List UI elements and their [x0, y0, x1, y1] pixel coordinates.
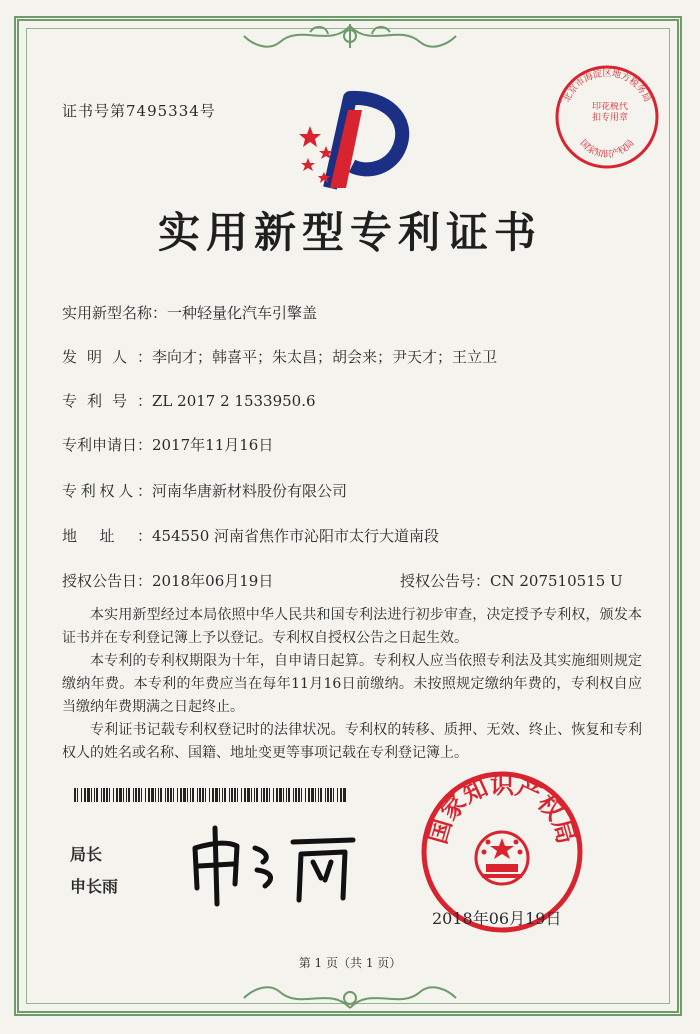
- field-name-value: 一种轻量化汽车引擎盖: [167, 304, 318, 322]
- svg-text:北京市海淀区地方税务局: [560, 67, 652, 104]
- field-patentee-label: 专利权人：: [62, 482, 152, 500]
- body-paragraph-3: 专利证书记载专利权登记时的法律状况。专利权的转移、质押、无效、终止、恢复和专利权人的姓名或名称、国籍、地址变更等事项记载在专利登记簿上。: [62, 722, 642, 761]
- tax-stamp-seal: [552, 62, 662, 172]
- svg-text:国家知识产权局: [423, 770, 581, 847]
- field-filing-date-value: 2017年11月16日: [152, 436, 274, 454]
- field-grant-no-value: CN 207510515 U: [490, 572, 623, 590]
- top-ornament: [240, 18, 460, 58]
- field-patent-no-label: 专利号：: [62, 392, 152, 410]
- field-address-value: 454550 河南省焦作市沁阳市太行大道南段: [152, 527, 440, 545]
- svg-text:国家知识产权局: [578, 138, 637, 160]
- tax-seal-text: 北京市海淀区地方税务局: [562, 69, 652, 104]
- field-patentee-value: 河南华唐新材料股份有限公司: [152, 482, 348, 500]
- signatory-title: 局长: [70, 845, 103, 864]
- certificate-title: 实用新型专利证书: [157, 208, 542, 257]
- bottom-ornament: [240, 976, 460, 1016]
- page-number: 第 1 页（共 1 页）: [298, 956, 402, 970]
- field-filing-date-label: 专利申请日：: [62, 436, 153, 454]
- field-patent-no: [62, 390, 316, 411]
- certificate-number: 证书号第7495334号: [62, 102, 216, 120]
- national-emblem-icon: [476, 832, 528, 884]
- field-patentee: [62, 480, 347, 501]
- field-inventor-value: 李向才；韩喜平；朱太昌；胡会来；尹天才；王立卫: [152, 348, 498, 366]
- field-grant-date-value: 2018年06月19日: [152, 572, 274, 590]
- field-grant-date-label: 授权公告日：: [62, 572, 153, 590]
- body-paragraph-2: 本专利的专利权期限为十年，自申请日起算。专利权人应当依照专利法及其实施细则规定缴纳年费。本专利的年费应当在每年11月16日前缴纳。未按照规定缴纳年费的，专利权自应当缴纳年费期满之日起终止。: [62, 653, 642, 715]
- signatory-name: 申长雨: [70, 877, 119, 896]
- field-address-label: 地址：: [62, 527, 152, 545]
- field-patent-no-value: ZL 2017 2 1533950.6: [152, 392, 316, 410]
- handwritten-signature: [185, 818, 360, 908]
- patent-office-logo: [290, 88, 420, 198]
- seal-text: 国家知识产权局: [422, 770, 582, 847]
- field-name-label: 实用新型名称：: [62, 304, 168, 322]
- field-filing-date: [62, 434, 273, 455]
- field-grant-no: [400, 570, 623, 591]
- barcode: [74, 788, 346, 802]
- field-grant-no-label: 授权公告号：: [400, 572, 491, 590]
- field-inventor-label: 发明人：: [62, 348, 152, 366]
- body-paragraph-1: 本实用新型经过本局依照中华人民共和国专利法进行初步审查，决定授予专利权，颁发本证书并在专利登记簿上予以登记。专利权自授权公告之日起生效。: [62, 607, 642, 646]
- seal-date: 2018年06月19日: [432, 909, 562, 928]
- field-name: [62, 302, 317, 323]
- field-grant-date: [62, 570, 273, 591]
- tax-seal-inner: 印花税代扣专用章: [591, 102, 628, 123]
- tax-seal-bottom: 国家知识产权局: [577, 138, 637, 160]
- field-address: [62, 525, 439, 546]
- field-inventor: [62, 346, 497, 367]
